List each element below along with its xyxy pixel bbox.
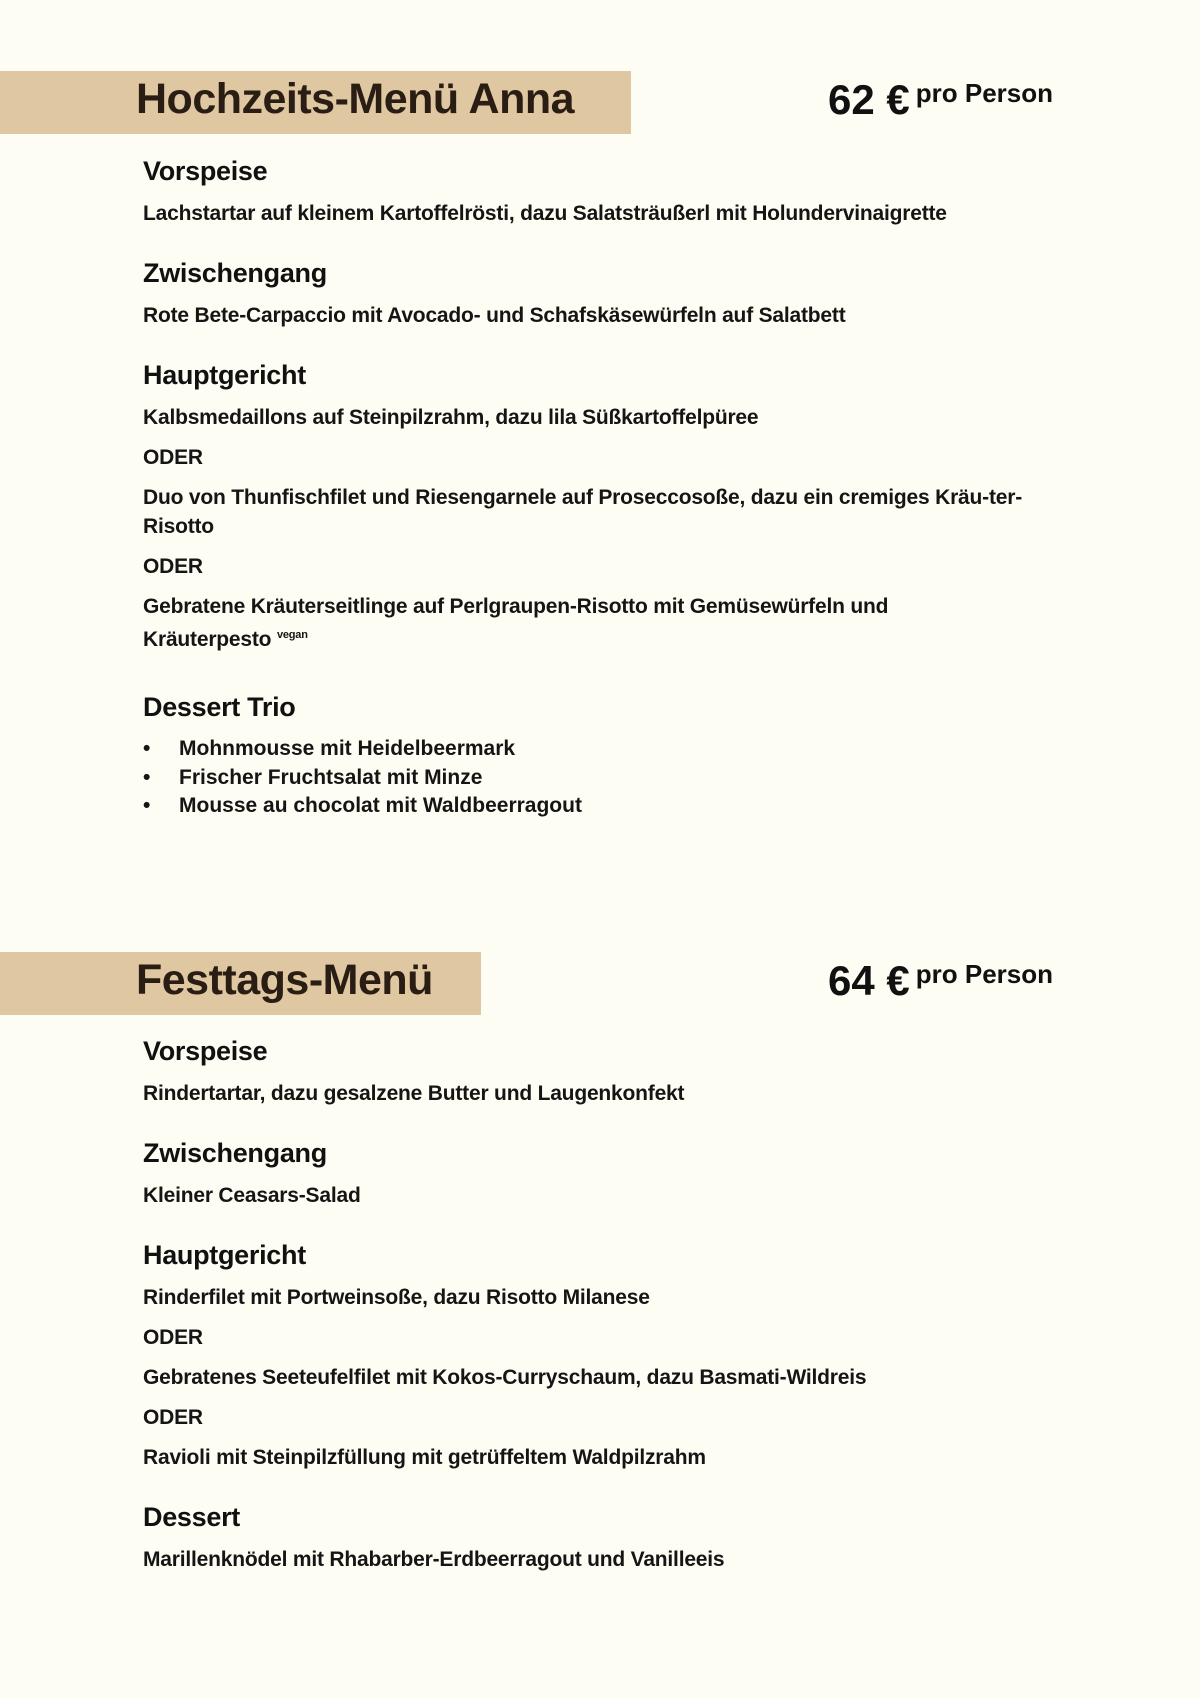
dish: Lachstartar auf kleinem Kartoffelrösti, dazu Salatsträußerl mit Holundervinaigrette (143, 202, 947, 225)
dish: Marillenknödel mit Rhabarber-Erdbeerragout und Vanilleeis (143, 1548, 725, 1571)
menu-courses (143, 156, 1043, 847)
bullet-icon: • (143, 765, 151, 789)
dish-option (143, 483, 1053, 541)
course-intermediate (143, 258, 1043, 330)
vegan-tag: vegan (276, 629, 308, 641)
course-dessert (143, 692, 1043, 821)
menu-price (828, 957, 1053, 1005)
or-separator: ODER (143, 1326, 203, 1349)
course-dessert (143, 1502, 1043, 1574)
dish-option: Gebratenes Seeteufelfilet mit Kokos-Curryschaum, dazu Basmati-Wildreis (143, 1366, 867, 1389)
course-main (143, 360, 1043, 654)
dish-option: Kalbsmedaillons auf Steinpilzrahm, dazu lila Süßkartoffelpüree (143, 406, 759, 429)
dish-option (143, 592, 923, 654)
dish: Rote Bete-Carpaccio mit Avocado- und Schafskäsewürfeln auf Salatbett (143, 304, 846, 327)
price-amount: 64 € (828, 957, 910, 1004)
price-unit: pro Person (915, 959, 1053, 989)
course-heading: Hauptgericht (143, 1240, 306, 1270)
course-heading: Zwischengang (143, 258, 327, 288)
menu-price (828, 76, 1053, 124)
dessert-item: Frischer Fruchtsalat mit Minze (179, 765, 483, 789)
dish: Rindertartar, dazu gesalzene Butter und Laugenkonfekt (143, 1082, 685, 1105)
dish-text: Duo von Thunfischfilet und Riesengarnele auf Proseccosoße, dazu ein cremiges Kräu-ter-Risotto (143, 486, 1022, 538)
menu-title-band (0, 952, 481, 1015)
price-amount: 62 € (828, 76, 910, 123)
dessert-item: Mohnmousse mit Heidelbeermark (179, 737, 516, 760)
dish-option: Rinderfilet mit Portweinsoße, dazu Risotto Milanese (143, 1286, 650, 1309)
or-separator: ODER (143, 446, 203, 469)
course-main (143, 1240, 1043, 1472)
course-heading: Vorspeise (143, 156, 268, 186)
course-starter (143, 1036, 1043, 1108)
list-item (143, 764, 1043, 793)
or-separator: ODER (143, 555, 203, 578)
course-heading: Hauptgericht (143, 360, 306, 390)
course-heading: Dessert Trio (143, 692, 296, 722)
price-unit: pro Person (915, 78, 1053, 108)
course-intermediate (143, 1138, 1043, 1210)
bullet-icon: • (143, 737, 151, 760)
list-item (143, 735, 1043, 764)
dessert-item: Mousse au chocolat mit Waldbeerragout (179, 794, 582, 817)
menu-title: Festtags-Menü (136, 956, 433, 1004)
course-starter (143, 156, 1043, 228)
menu-title-band (0, 71, 631, 134)
menu-title: Hochzeits-Menü Anna (136, 75, 575, 123)
or-separator: ODER (143, 1406, 203, 1429)
dish-text: Gebratene Kräuterseitlinge auf Perlgraupen-Risotto mit Gemüsewürfeln und Kräuterpesto (143, 595, 889, 651)
bullet-icon: • (143, 794, 151, 817)
list-item (143, 792, 1043, 821)
course-heading: Dessert (143, 1502, 240, 1532)
dessert-list (143, 735, 1043, 821)
dish: Kleiner Ceasars-Salad (143, 1184, 361, 1207)
course-heading: Zwischengang (143, 1138, 327, 1168)
menu-courses (143, 1036, 1043, 1600)
dish-option: Ravioli mit Steinpilzfüllung mit getrüffeltem Waldpilzrahm (143, 1446, 706, 1469)
course-heading: Vorspeise (143, 1036, 268, 1066)
